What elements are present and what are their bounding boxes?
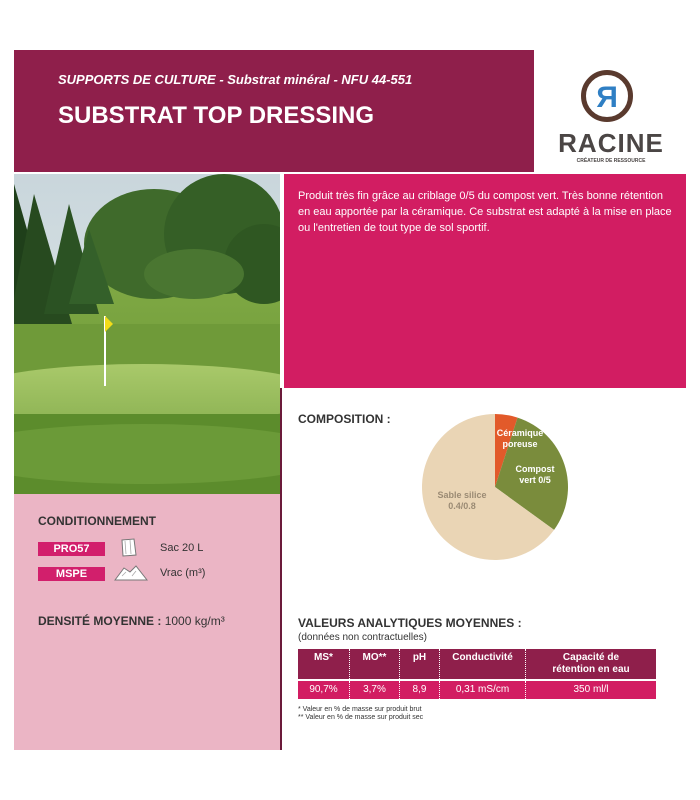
header-banner xyxy=(14,50,534,172)
conditioning-title: CONDITIONNEMENT xyxy=(38,514,156,528)
table-row xyxy=(298,681,656,699)
header-subtitle: SUPPORTS DE CULTURE - Substrat minéral - NFU 44-551 xyxy=(58,72,413,87)
header-capacity xyxy=(526,649,656,679)
value-capacity: 350 ml/l xyxy=(573,684,609,695)
logo-name: RACINE xyxy=(558,128,664,158)
conditioning-panel xyxy=(14,494,280,750)
racine-logo xyxy=(536,50,686,172)
pack-label: Vrac (m³) xyxy=(160,567,206,579)
pie-label: Compost vert 0/5 xyxy=(515,464,555,485)
value-mo: 3,7% xyxy=(350,681,400,699)
code-badge: PRO57 xyxy=(38,542,105,556)
header-capacity-line1: Capacité de xyxy=(562,652,620,663)
table-header-row xyxy=(298,649,656,679)
description-panel xyxy=(284,174,686,388)
composition-title: COMPOSITION : xyxy=(298,412,391,426)
header-conductivity: Conductivité xyxy=(440,649,526,679)
footnote-2: ** Valeur en % de masse sur produit sec xyxy=(298,714,424,721)
divider xyxy=(280,388,282,750)
code-badge: MSPE xyxy=(38,567,105,581)
analytics-subtitle: (données non contractuelles) xyxy=(298,632,427,643)
value-conductivity: 0,31 mS/cm xyxy=(440,681,526,699)
bag-icon xyxy=(118,536,140,563)
density-value: 1000 kg/m³ xyxy=(164,614,225,628)
header-mo: MO** xyxy=(350,649,400,679)
bulk-pile-icon xyxy=(114,562,148,587)
page-title: SUBSTRAT TOP DRESSING xyxy=(58,102,375,129)
pack-label: Sac 20 L xyxy=(160,542,204,554)
pie-label: Sable silice 0.4/0.8 xyxy=(437,490,487,511)
footnote-1: * Valeur en % de masse sur produit brut xyxy=(298,706,422,713)
golf-course-photo xyxy=(14,174,280,494)
header-ms: MS* xyxy=(298,649,350,679)
logo-circle-icon xyxy=(581,70,633,122)
header-capacity-line2: rétention en eau xyxy=(552,664,630,675)
header-ph: pH xyxy=(400,649,440,679)
product-description: Produit très fin grâce au criblage 0/5 du compost vert. Très bonne rétention en eau apportée par la céramique. Ce substrat est adapté à la mise en place ou l'entretien de tout type de sol sportif. xyxy=(298,190,672,234)
composition-pie-chart xyxy=(420,412,570,562)
logo-letter: R xyxy=(596,81,618,114)
analytics-table xyxy=(298,649,656,699)
value-ms: 90,7% xyxy=(298,681,350,699)
logo-tagline: CRÉATEUR DE RESSOURCE xyxy=(576,158,646,164)
density-line xyxy=(38,614,225,628)
pie-label: Céramique poreuse xyxy=(496,428,544,449)
analytics-title: VALEURS ANALYTIQUES MOYENNES : xyxy=(298,616,522,630)
density-label: DENSITÉ MOYENNE : xyxy=(38,614,162,628)
value-ph: 8,9 xyxy=(400,681,440,699)
